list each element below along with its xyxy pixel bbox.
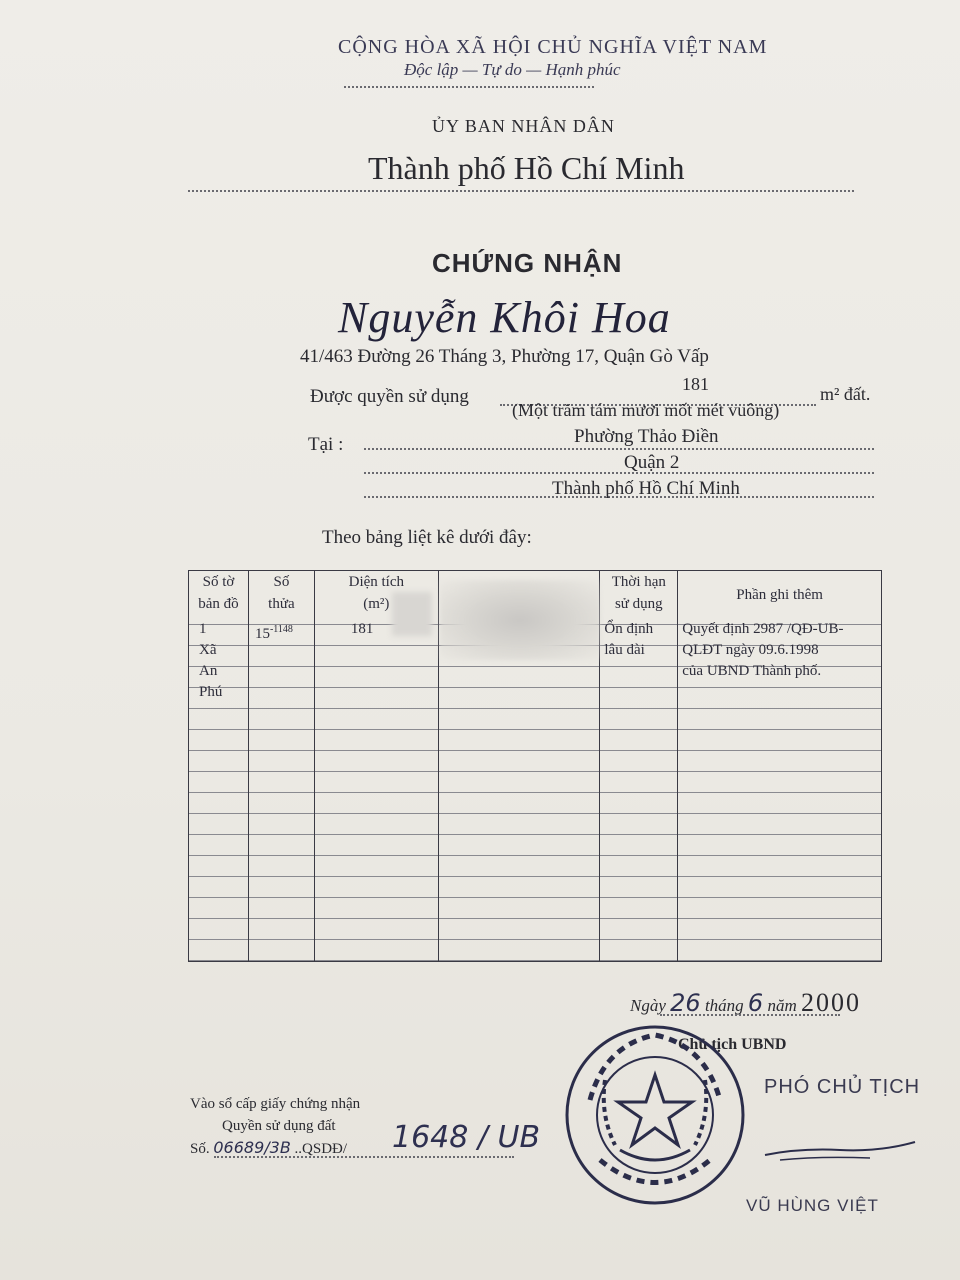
header-duration: Thời hạn sử dụng (600, 571, 678, 620)
notes-line-3: của UBND Thành phố. (682, 663, 822, 679)
table-area-value: 181 (350, 621, 374, 637)
header-parcel: Số thửa (248, 571, 314, 620)
cell-area (314, 619, 438, 962)
location-district: Quận 2 (624, 452, 680, 473)
district-line (364, 472, 874, 474)
owner-name: Nguyễn Khôi Hoa (338, 293, 671, 342)
date-day-label: Ngày (630, 996, 666, 1015)
cell-parcel (248, 619, 314, 962)
national-motto: Độc lập — Tự do — Hạnh phúc (404, 60, 621, 79)
table-row (189, 619, 882, 962)
area-unit: m² đất. (820, 384, 871, 404)
map-sheet-commune-3: Phú (199, 684, 223, 700)
signature-icon (760, 1120, 920, 1180)
date-month-label: tháng (704, 996, 744, 1015)
header-area: Diện tích (m²) (314, 571, 438, 620)
register-underline (214, 1156, 514, 1158)
date-year: 2000 (800, 988, 861, 1017)
parcel-superscript: -1148 (269, 624, 293, 635)
area-in-words: (Một trăm tám mươi mốt mét vuông) (512, 400, 780, 420)
owner-address: 41/463 Đường 26 Tháng 3, Phường 17, Quận Gò Vấp (300, 346, 709, 367)
cell-notes (678, 619, 882, 962)
cell-map-sheet (189, 619, 249, 962)
register-line-3: Số. 06689/3B ..QSDĐ/ (190, 1138, 348, 1157)
duration-line-2: lâu dài (604, 642, 645, 658)
duration-line-1: Ổn định (604, 621, 654, 637)
date-day: 26 (670, 989, 701, 1017)
register-prefix: Số (190, 1141, 206, 1157)
city-title: Thành phố Hồ Chí Minh (368, 150, 685, 186)
map-sheet-commune-1: Xã (199, 642, 217, 658)
location-label: Tại : (308, 434, 344, 455)
parcel-number: 15 (254, 626, 270, 642)
certificate-title: CHỨNG NHẬN (432, 248, 623, 278)
map-sheet-commune-2: An (199, 663, 218, 679)
location-ward: Phường Thảo Điền (574, 426, 719, 447)
date-year-label: năm (767, 996, 797, 1015)
map-sheet-number: 1 (199, 621, 207, 637)
blurred-patch (392, 592, 432, 636)
committee-title: ỦY BAN NHÂN DÂN (432, 116, 615, 136)
table-intro: Theo bảng liệt kê dưới đây: (322, 527, 532, 548)
header-notes: Phần ghi thêm (678, 571, 882, 620)
chair-title: Chủ tịch UBND (678, 1036, 787, 1053)
register-line-1: Vào sổ cấp giấy chứng nhận (190, 1096, 361, 1112)
cell-redacted (438, 619, 600, 962)
date-month: 6 (747, 989, 764, 1017)
cell-duration (600, 619, 678, 962)
motto-underline (344, 86, 594, 88)
ward-line (364, 448, 874, 450)
register-mid: QSDĐ/ (302, 1141, 348, 1157)
signer-name: VŨ HÙNG VIỆT (746, 1196, 879, 1215)
header-map-sheet: Số tờ bản đồ (189, 571, 249, 620)
date-underline (660, 1014, 840, 1016)
register-number: 06689/3B (213, 1138, 291, 1157)
redacted-area (440, 580, 600, 660)
official-seal-icon (560, 1020, 750, 1210)
city-underline (188, 190, 854, 192)
location-city: Thành phố Hồ Chí Minh (552, 478, 740, 499)
national-title: CỘNG HÒA XÃ HỘI CHỦ NGHĨA VIỆT NAM (338, 36, 768, 58)
register-line-2: Quyền sử dụng đất (222, 1118, 336, 1134)
area-value: 181 (682, 374, 709, 394)
vice-chair-title: PHÓ CHỦ TỊCH (764, 1076, 921, 1098)
use-right-label: Được quyền sử dụng (310, 386, 469, 407)
register-handwritten: 1648 / UB (392, 1120, 541, 1155)
notes-line-1: Quyết định 2987 /QĐ-UB- (682, 621, 844, 637)
notes-line-2: QLĐT ngày 09.6.1998 (682, 642, 819, 658)
